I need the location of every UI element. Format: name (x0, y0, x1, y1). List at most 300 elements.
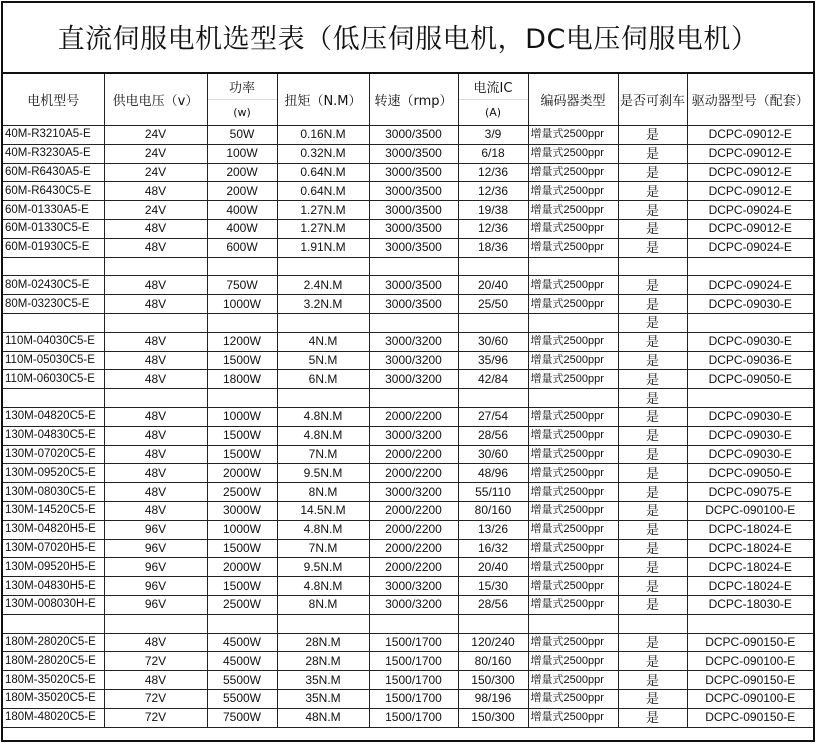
cell-power: 200W (207, 163, 277, 182)
cell-brake: 是 (618, 708, 687, 727)
cell-driver: DCPC-18024-E (687, 520, 813, 539)
cell-voltage: 48V (104, 426, 207, 445)
cell-encoder: 增量式2500ppr (528, 633, 618, 652)
cell-voltage (104, 257, 207, 276)
cell-brake (618, 614, 687, 633)
cell-speed: 3000/3500 (369, 126, 458, 145)
cell-speed: 3000/3500 (369, 238, 458, 257)
cell-model: 180M-28020C5-E (3, 633, 104, 652)
cell-brake: 是 (618, 577, 687, 596)
cell-brake: 是 (618, 595, 687, 614)
cell-torque: 0.32N.M (277, 144, 369, 163)
cell-power: 1500W (207, 577, 277, 596)
cell-driver: DCPC-18024-E (687, 539, 813, 558)
cell-brake: 是 (618, 501, 687, 520)
cell-speed: 3000/3200 (369, 577, 458, 596)
cell-brake: 是 (618, 539, 687, 558)
selection-table-sheet (1, 1, 815, 742)
cell-speed: 3000/3200 (369, 595, 458, 614)
cell-brake: 是 (618, 445, 687, 464)
cell-current (458, 614, 528, 633)
cell-power: 1500W (207, 539, 277, 558)
cell-current: 6/18 (458, 144, 528, 163)
cell-power: 3000W (207, 501, 277, 520)
cell-voltage: 96V (104, 577, 207, 596)
cell-voltage: 96V (104, 520, 207, 539)
cell-encoder: 增量式2500ppr (528, 276, 618, 295)
cell-current: 25/50 (458, 295, 528, 314)
cell-driver: DCPC-09036-E (687, 351, 813, 370)
cell-brake: 是 (618, 426, 687, 445)
cell-power: 1800W (207, 370, 277, 389)
cell-brake: 是 (618, 201, 687, 220)
cell-speed (369, 257, 458, 276)
cell-speed (369, 614, 458, 633)
cell-speed: 3000/3500 (369, 201, 458, 220)
table-row (3, 144, 813, 163)
motor-selection-table (3, 74, 813, 728)
cell-torque: 0.16N.M (277, 126, 369, 145)
cell-speed: 3000/3500 (369, 163, 458, 182)
cell-power: 1000W (207, 295, 277, 314)
cell-speed: 2000/2200 (369, 520, 458, 539)
spacer-row (3, 614, 813, 633)
cell-speed: 1500/1700 (369, 671, 458, 690)
cell-driver: DCPC-09030-E (687, 295, 813, 314)
header-torque: 扭矩（N.M） (277, 74, 369, 126)
cell-current: 55/110 (458, 483, 528, 502)
cell-current: 98/196 (458, 689, 528, 708)
cell-driver (687, 313, 813, 332)
cell-voltage: 48V (104, 501, 207, 520)
cell-brake: 是 (618, 238, 687, 257)
cell-model: 180M-35020C5-E (3, 689, 104, 708)
cell-encoder: 增量式2500ppr (528, 652, 618, 671)
table-row (3, 689, 813, 708)
cell-encoder: 增量式2500ppr (528, 295, 618, 314)
cell-brake: 是 (618, 295, 687, 314)
cell-model: 180M-28020C5-E (3, 652, 104, 671)
cell-model: 180M-48020C5-E (3, 708, 104, 727)
cell-driver: DCPC-090150-E (687, 708, 813, 727)
cell-brake: 是 (618, 276, 687, 295)
cell-model: 130M-09520C5-E (3, 464, 104, 483)
cell-driver: DCPC-090100-E (687, 501, 813, 520)
cell-brake: 是 (618, 351, 687, 370)
cell-power: 1500W (207, 426, 277, 445)
cell-power (207, 389, 277, 408)
header-current-label: 电流IC (459, 74, 528, 100)
cell-encoder (528, 257, 618, 276)
spacer-row (3, 313, 813, 332)
header-encoder: 编码器类型 (528, 74, 618, 126)
table-row (3, 182, 813, 201)
cell-voltage: 48V (104, 295, 207, 314)
cell-encoder: 增量式2500ppr (528, 219, 618, 238)
cell-voltage: 24V (104, 201, 207, 220)
cell-driver: DCPC-09024-E (687, 276, 813, 295)
cell-current: 42/84 (458, 370, 528, 389)
header-power (207, 74, 277, 126)
cell-encoder: 增量式2500ppr (528, 501, 618, 520)
table-row (3, 426, 813, 445)
cell-driver (687, 257, 813, 276)
cell-power: 200W (207, 182, 277, 201)
table-row (3, 126, 813, 145)
cell-power: 400W (207, 201, 277, 220)
cell-encoder: 增量式2500ppr (528, 426, 618, 445)
cell-brake: 是 (618, 370, 687, 389)
cell-voltage (104, 614, 207, 633)
cell-brake: 是 (618, 182, 687, 201)
table-row (3, 558, 813, 577)
cell-brake: 是 (618, 689, 687, 708)
cell-model: 130M-07020H5-E (3, 539, 104, 558)
cell-current: 30/60 (458, 332, 528, 351)
cell-encoder: 增量式2500ppr (528, 595, 618, 614)
header-model: 电机型号 (3, 74, 104, 126)
cell-driver: DCPC-090100-E (687, 652, 813, 671)
cell-torque: 3.2N.M (277, 295, 369, 314)
cell-driver: DCPC-090150-E (687, 671, 813, 690)
cell-voltage: 48V (104, 332, 207, 351)
cell-encoder: 增量式2500ppr (528, 238, 618, 257)
table-row (3, 539, 813, 558)
cell-driver: DCPC-09012-E (687, 163, 813, 182)
cell-driver (687, 389, 813, 408)
cell-current: 48/96 (458, 464, 528, 483)
cell-power: 4500W (207, 633, 277, 652)
cell-current: 16/32 (458, 539, 528, 558)
cell-encoder: 增量式2500ppr (528, 201, 618, 220)
cell-brake: 是 (618, 464, 687, 483)
cell-encoder: 增量式2500ppr (528, 577, 618, 596)
cell-torque: 4.8N.M (277, 407, 369, 426)
cell-speed: 3000/3500 (369, 276, 458, 295)
cell-voltage: 72V (104, 652, 207, 671)
cell-voltage: 48V (104, 276, 207, 295)
cell-current: 150/300 (458, 671, 528, 690)
cell-model (3, 614, 104, 633)
cell-power: 2500W (207, 595, 277, 614)
cell-driver (687, 614, 813, 633)
cell-speed: 3000/3500 (369, 144, 458, 163)
cell-speed: 3000/3200 (369, 483, 458, 502)
cell-torque: 1.27N.M (277, 201, 369, 220)
cell-encoder: 增量式2500ppr (528, 671, 618, 690)
cell-voltage: 96V (104, 558, 207, 577)
cell-speed: 3000/3200 (369, 370, 458, 389)
cell-power (207, 313, 277, 332)
cell-torque: 48N.M (277, 708, 369, 727)
cell-current: 80/160 (458, 652, 528, 671)
cell-model: 60M-R6430C5-E (3, 182, 104, 201)
cell-model: 130M-04820C5-E (3, 407, 104, 426)
cell-speed: 3000/3200 (369, 426, 458, 445)
cell-encoder: 增量式2500ppr (528, 708, 618, 727)
cell-model: 60M-R6430A5-E (3, 163, 104, 182)
cell-power: 100W (207, 144, 277, 163)
cell-torque: 7N.M (277, 539, 369, 558)
table-row (3, 351, 813, 370)
cell-encoder: 增量式2500ppr (528, 464, 618, 483)
cell-encoder: 增量式2500ppr (528, 163, 618, 182)
cell-model: 130M-008030H-E (3, 595, 104, 614)
cell-speed: 3000/3500 (369, 219, 458, 238)
cell-power: 50W (207, 126, 277, 145)
cell-speed: 3000/3500 (369, 295, 458, 314)
cell-driver: DCPC-18024-E (687, 577, 813, 596)
header-row (3, 74, 813, 126)
cell-current: 30/60 (458, 445, 528, 464)
cell-brake: 是 (618, 332, 687, 351)
cell-speed: 1500/1700 (369, 689, 458, 708)
header-current (458, 74, 528, 126)
cell-torque: 8N.M (277, 595, 369, 614)
cell-encoder: 增量式2500ppr (528, 332, 618, 351)
cell-model: 40M-R3230A5-E (3, 144, 104, 163)
cell-brake: 是 (618, 389, 687, 408)
cell-model: 80M-02430C5-E (3, 276, 104, 295)
cell-driver: DCPC-09024-E (687, 201, 813, 220)
cell-voltage: 72V (104, 689, 207, 708)
cell-model (3, 389, 104, 408)
cell-power: 5500W (207, 671, 277, 690)
cell-power (207, 614, 277, 633)
cell-model: 130M-07020C5-E (3, 445, 104, 464)
cell-encoder: 增量式2500ppr (528, 182, 618, 201)
table-row (3, 652, 813, 671)
header-voltage: 供电电压（v） (104, 74, 207, 126)
cell-torque (277, 257, 369, 276)
cell-brake: 是 (618, 313, 687, 332)
cell-current: 28/56 (458, 595, 528, 614)
cell-current: 20/40 (458, 276, 528, 295)
table-row (3, 219, 813, 238)
cell-current (458, 389, 528, 408)
cell-speed: 1500/1700 (369, 633, 458, 652)
cell-torque: 1.27N.M (277, 219, 369, 238)
cell-speed: 2000/2200 (369, 445, 458, 464)
cell-model: 40M-R3210A5-E (3, 126, 104, 145)
cell-speed: 1500/1700 (369, 652, 458, 671)
cell-voltage: 48V (104, 671, 207, 690)
cell-current: 120/240 (458, 633, 528, 652)
cell-speed: 2000/2200 (369, 501, 458, 520)
cell-voltage: 48V (104, 238, 207, 257)
cell-model: 130M-14520C5-E (3, 501, 104, 520)
cell-torque: 14.5N.M (277, 501, 369, 520)
cell-model: 80M-03230C5-E (3, 295, 104, 314)
cell-speed: 3000/3200 (369, 332, 458, 351)
table-row (3, 445, 813, 464)
cell-brake: 是 (618, 633, 687, 652)
cell-torque: 5N.M (277, 351, 369, 370)
cell-driver: DCPC-09012-E (687, 126, 813, 145)
cell-power: 1000W (207, 407, 277, 426)
cell-speed: 2000/2200 (369, 464, 458, 483)
cell-brake: 是 (618, 126, 687, 145)
cell-current: 3/9 (458, 126, 528, 145)
cell-voltage: 48V (104, 182, 207, 201)
cell-torque (277, 313, 369, 332)
cell-model: 130M-09520H5-E (3, 558, 104, 577)
cell-encoder (528, 313, 618, 332)
cell-driver: DCPC-09030-E (687, 426, 813, 445)
cell-brake: 是 (618, 163, 687, 182)
cell-torque: 35N.M (277, 671, 369, 690)
cell-power: 600W (207, 238, 277, 257)
cell-voltage: 24V (104, 126, 207, 145)
cell-current: 28/56 (458, 426, 528, 445)
table-row (3, 577, 813, 596)
cell-power: 1200W (207, 332, 277, 351)
header-current-unit: (A) (484, 106, 502, 119)
cell-driver: DCPC-09050-E (687, 464, 813, 483)
table-row (3, 464, 813, 483)
cell-torque: 1.91N.M (277, 238, 369, 257)
cell-current: 12/36 (458, 163, 528, 182)
cell-brake: 是 (618, 219, 687, 238)
cell-power: 1500W (207, 351, 277, 370)
cell-model: 60M-01930C5-E (3, 238, 104, 257)
cell-power: 2500W (207, 483, 277, 502)
cell-voltage: 48V (104, 483, 207, 502)
cell-current: 12/36 (458, 182, 528, 201)
cell-brake: 是 (618, 652, 687, 671)
cell-encoder: 增量式2500ppr (528, 483, 618, 502)
cell-model (3, 257, 104, 276)
cell-encoder: 增量式2500ppr (528, 144, 618, 163)
cell-model: 130M-08030C5-E (3, 483, 104, 502)
cell-voltage: 48V (104, 219, 207, 238)
cell-power: 4500W (207, 652, 277, 671)
table-row (3, 520, 813, 539)
cell-voltage: 48V (104, 633, 207, 652)
cell-model (3, 313, 104, 332)
table-row (3, 238, 813, 257)
cell-driver: DCPC-09012-E (687, 219, 813, 238)
cell-driver: DCPC-09012-E (687, 182, 813, 201)
table-row (3, 501, 813, 520)
cell-voltage: 48V (104, 370, 207, 389)
cell-power: 1500W (207, 445, 277, 464)
table-row (3, 295, 813, 314)
cell-encoder: 增量式2500ppr (528, 351, 618, 370)
cell-model: 130M-04820H5-E (3, 520, 104, 539)
spacer-row (3, 257, 813, 276)
table-row (3, 407, 813, 426)
cell-current (458, 313, 528, 332)
cell-power: 5500W (207, 689, 277, 708)
cell-speed: 2000/2200 (369, 407, 458, 426)
cell-driver: DCPC-18030-E (687, 595, 813, 614)
cell-driver: DCPC-18024-E (687, 558, 813, 577)
cell-model: 60M-01330A5-E (3, 201, 104, 220)
cell-current: 19/38 (458, 201, 528, 220)
cell-power (207, 257, 277, 276)
cell-encoder: 增量式2500ppr (528, 445, 618, 464)
cell-torque: 4N.M (277, 332, 369, 351)
cell-encoder: 增量式2500ppr (528, 407, 618, 426)
cell-torque: 9.5N.M (277, 464, 369, 483)
cell-speed: 3000/3500 (369, 182, 458, 201)
cell-driver: DCPC-09030-E (687, 332, 813, 351)
table-row (3, 633, 813, 652)
cell-torque: 7N.M (277, 445, 369, 464)
cell-model: 110M-06030C5-E (3, 370, 104, 389)
cell-torque: 28N.M (277, 633, 369, 652)
cell-current: 15/30 (458, 577, 528, 596)
cell-driver: DCPC-090150-E (687, 633, 813, 652)
cell-driver: DCPC-09030-E (687, 407, 813, 426)
cell-torque (277, 389, 369, 408)
cell-voltage: 48V (104, 351, 207, 370)
cell-current: 80/160 (458, 501, 528, 520)
cell-speed (369, 313, 458, 332)
cell-model: 130M-04830C5-E (3, 426, 104, 445)
cell-power: 7500W (207, 708, 277, 727)
cell-current: 18/36 (458, 238, 528, 257)
cell-driver: DCPC-09012-E (687, 144, 813, 163)
cell-voltage: 48V (104, 407, 207, 426)
cell-encoder: 增量式2500ppr (528, 539, 618, 558)
table-row (3, 370, 813, 389)
cell-voltage: 96V (104, 595, 207, 614)
cell-speed: 3000/3200 (369, 351, 458, 370)
table-row (3, 483, 813, 502)
cell-power: 400W (207, 219, 277, 238)
cell-voltage: 48V (104, 445, 207, 464)
cell-brake: 是 (618, 671, 687, 690)
cell-brake: 是 (618, 144, 687, 163)
cell-power: 2000W (207, 464, 277, 483)
cell-voltage (104, 313, 207, 332)
cell-encoder: 增量式2500ppr (528, 520, 618, 539)
cell-voltage: 96V (104, 539, 207, 558)
table-row (3, 708, 813, 727)
header-driver: 驱动器型号（配套） (687, 74, 813, 126)
cell-speed: 1500/1700 (369, 708, 458, 727)
cell-model: 110M-04030C5-E (3, 332, 104, 351)
cell-brake (618, 257, 687, 276)
header-speed: 转速（rmp） (369, 74, 458, 126)
cell-encoder: 增量式2500ppr (528, 558, 618, 577)
cell-speed: 2000/2200 (369, 539, 458, 558)
cell-voltage: 72V (104, 708, 207, 727)
cell-torque: 4.8N.M (277, 520, 369, 539)
cell-encoder (528, 614, 618, 633)
cell-torque: 28N.M (277, 652, 369, 671)
cell-torque: 0.64N.M (277, 163, 369, 182)
cell-power: 750W (207, 276, 277, 295)
cell-torque: 6N.M (277, 370, 369, 389)
cell-torque: 35N.M (277, 689, 369, 708)
cell-brake: 是 (618, 407, 687, 426)
cell-driver: DCPC-09024-E (687, 238, 813, 257)
page-title: 直流伺服电机选型表（低压伺服电机，DC电压伺服电机） (3, 3, 813, 74)
cell-encoder (528, 389, 618, 408)
table-row (3, 595, 813, 614)
cell-encoder: 增量式2500ppr (528, 126, 618, 145)
cell-current: 35/96 (458, 351, 528, 370)
cell-model: 60M-01330C5-E (3, 219, 104, 238)
cell-speed (369, 389, 458, 408)
cell-torque: 2.4N.M (277, 276, 369, 295)
cell-model: 130M-04830H5-E (3, 577, 104, 596)
cell-driver: DCPC-09030-E (687, 445, 813, 464)
cell-brake: 是 (618, 558, 687, 577)
